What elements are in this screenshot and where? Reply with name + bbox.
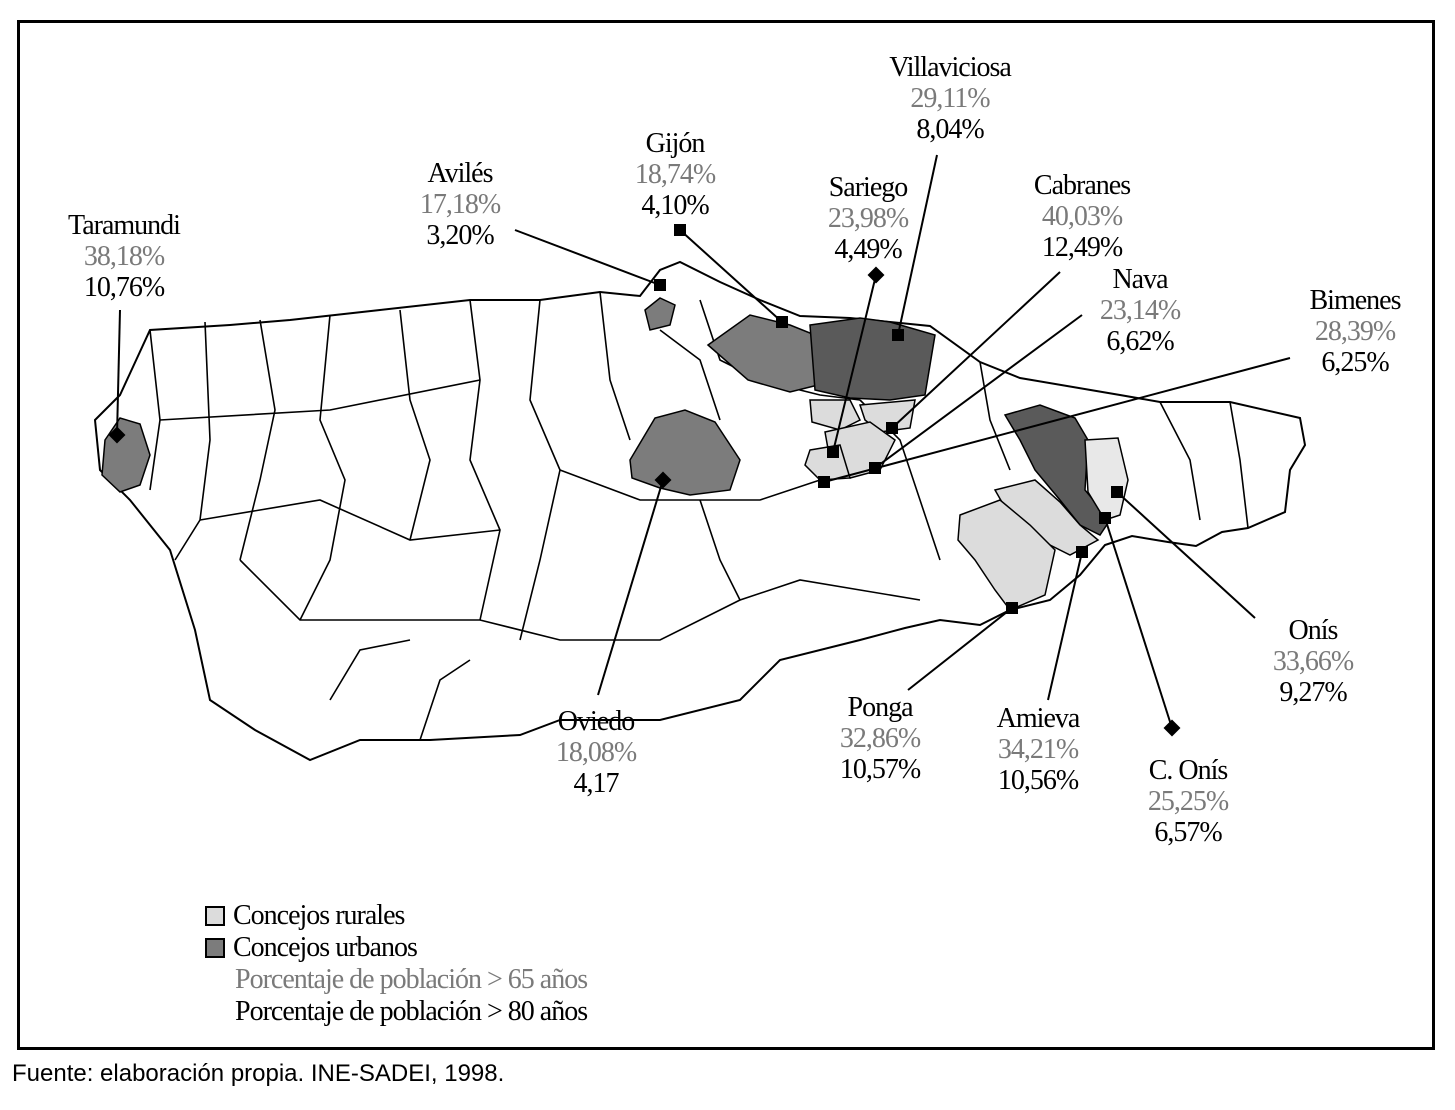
legend-rural <box>205 900 587 932</box>
pct80: 12,49% <box>1041 232 1123 263</box>
name: Taramundi <box>68 210 180 241</box>
source-note: Fuente: elaboración propia. INE-SADEI, 1998. <box>12 1060 505 1087</box>
label-bimenes <box>1310 285 1401 378</box>
legend-urban <box>205 932 587 964</box>
name: Villaviciosa <box>889 52 1011 83</box>
label-conis <box>1148 755 1228 848</box>
pct80: 4,49% <box>834 234 902 265</box>
name: Avilés <box>427 158 493 189</box>
label-oviedo <box>556 706 636 799</box>
pct65: 25,25% <box>1147 786 1229 817</box>
villaviciosa-area <box>810 318 935 400</box>
label-sariego <box>828 172 908 265</box>
pct80: 6,62% <box>1106 326 1174 357</box>
name: C. Onís <box>1148 755 1228 786</box>
pct80: 10,57% <box>839 754 921 785</box>
pct80: 8,04% <box>916 114 984 145</box>
name: Bimenes <box>1309 285 1401 316</box>
name: Sariego <box>828 172 908 203</box>
rural-swatch <box>205 906 225 926</box>
pct65: 23,98% <box>827 203 909 234</box>
name: Gijón <box>645 128 705 159</box>
pct65: 28,39% <box>1314 316 1396 347</box>
label-gijon <box>635 128 715 221</box>
pct80: 9,27% <box>1279 677 1347 708</box>
label-onis <box>1273 615 1353 708</box>
label-taramundi <box>68 210 180 303</box>
legend-pct65 <box>205 964 587 996</box>
pct65: 23,14% <box>1099 295 1181 326</box>
pct65: 29,11% <box>910 83 990 114</box>
pct80: 3,20% <box>426 220 494 251</box>
label-villaviciosa <box>889 52 1011 145</box>
name: Onís <box>1288 615 1338 646</box>
pct80: 10,56% <box>997 765 1079 796</box>
label-cabranes <box>1034 170 1130 263</box>
pct65: 18,74% <box>634 159 716 190</box>
pct65: 18,08% <box>555 737 637 768</box>
pct80: 6,25% <box>1321 347 1389 378</box>
label-nava <box>1100 264 1180 357</box>
name: Cabranes <box>1033 170 1131 201</box>
legend-pct65-text: Porcentaje de población > 65 años <box>235 964 588 995</box>
pct80: 6,57% <box>1154 817 1222 848</box>
pct65: 33,66% <box>1272 646 1354 677</box>
legend-pct80 <box>205 996 587 1028</box>
pct65: 32,86% <box>839 723 921 754</box>
pct80: 4,17 <box>573 768 619 799</box>
pct65: 17,18% <box>419 189 501 220</box>
legend-rural-text: Concejos rurales <box>233 900 405 931</box>
legend-pct80-text: Porcentaje de población > 80 años <box>235 996 588 1027</box>
pct65: 40,03% <box>1041 201 1123 232</box>
legend <box>205 900 587 1028</box>
name: Ponga <box>847 692 913 723</box>
name: Amieva <box>996 703 1080 734</box>
pct65: 38,18% <box>83 241 165 272</box>
pct80: 10,76% <box>83 272 165 303</box>
label-amieva <box>997 703 1080 796</box>
pct65: 34,21% <box>997 734 1079 765</box>
pct80: 4,10% <box>641 190 709 221</box>
name: Nava <box>1112 264 1168 295</box>
urban-swatch <box>205 938 225 958</box>
name: Oviedo <box>557 706 635 737</box>
label-ponga <box>840 692 920 785</box>
label-aviles <box>420 158 500 251</box>
legend-urban-text: Concejos urbanos <box>233 932 417 963</box>
